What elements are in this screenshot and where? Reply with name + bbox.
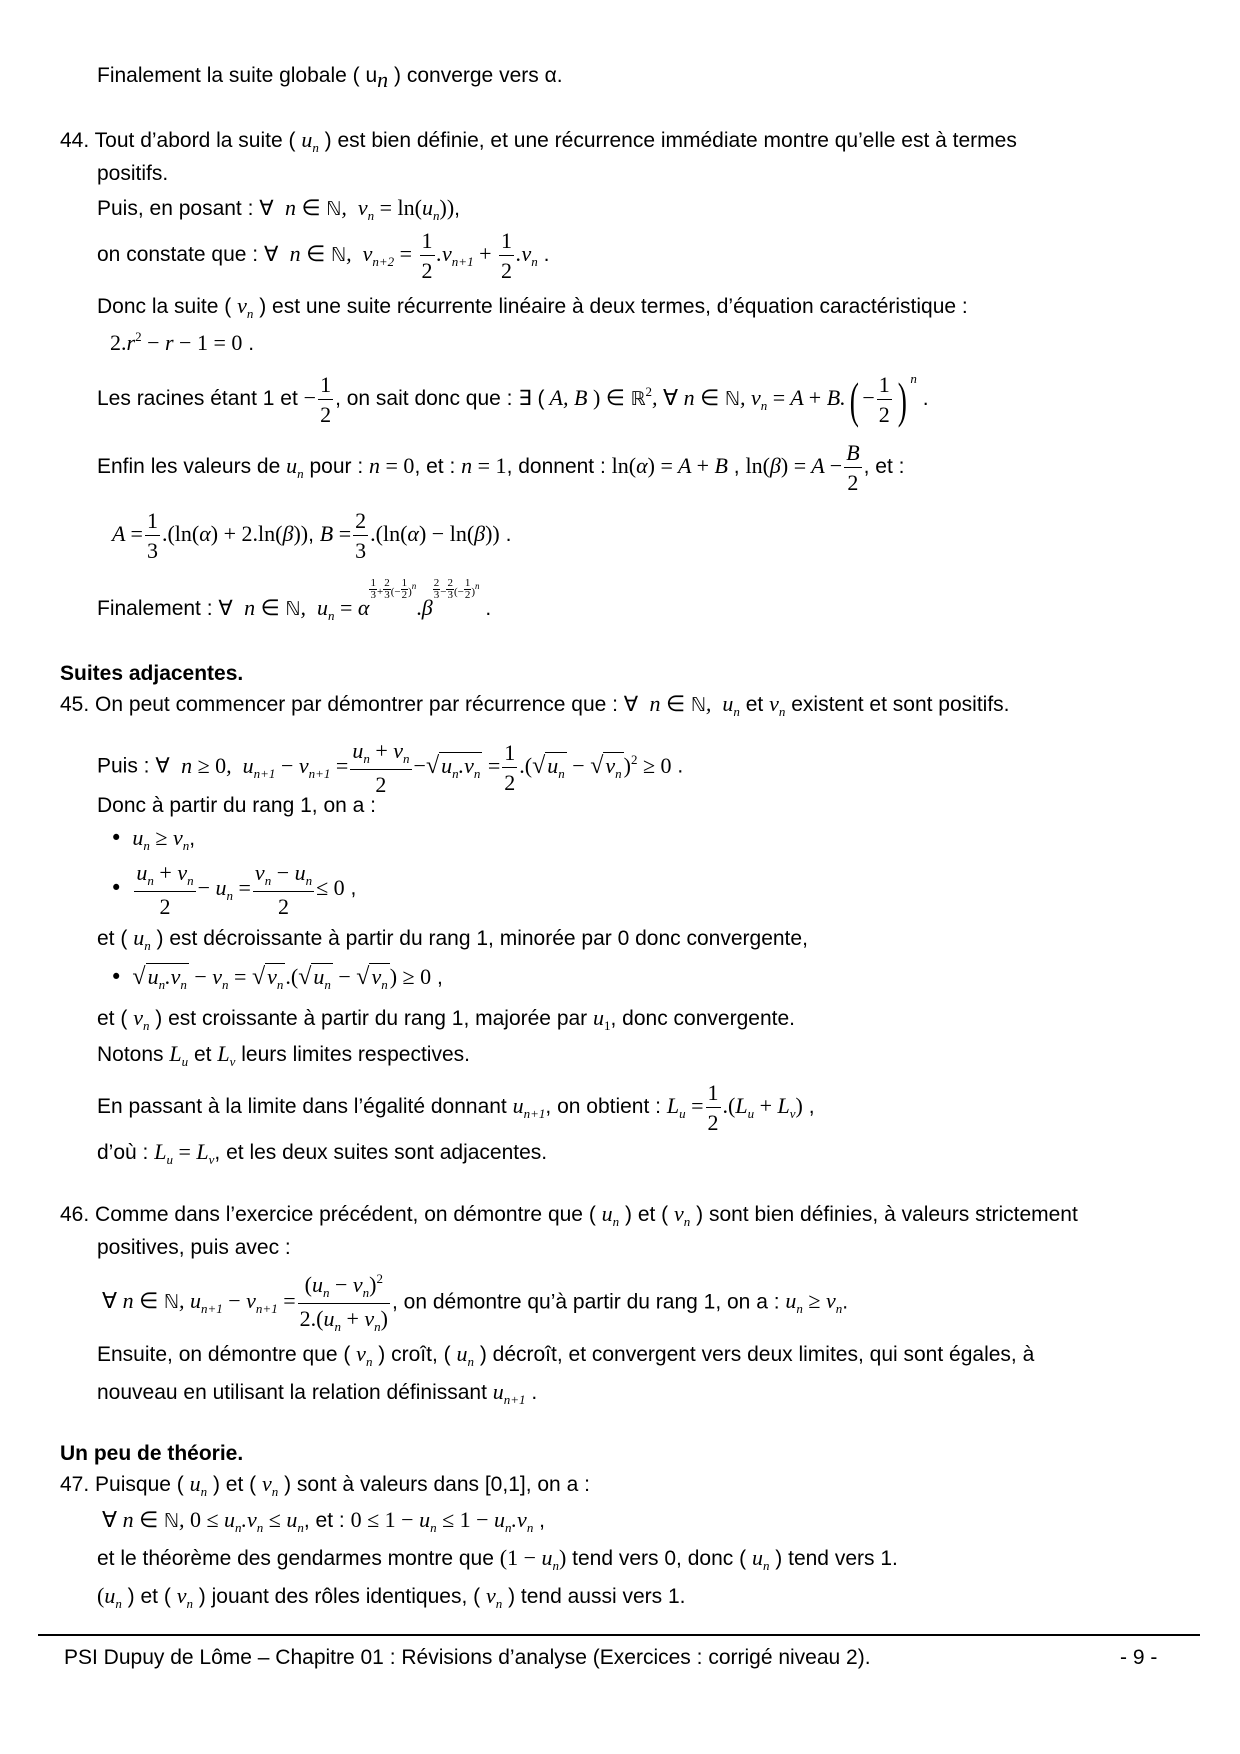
text: On peut commencer par démontrer par récurrence que : ∀: [95, 693, 639, 716]
text: positifs.: [97, 162, 169, 185]
math: A = $\frac{1}{3}$ .(ln(α) + 2.ln(β)): [112, 508, 309, 564]
text: et le théorème des gendarmes montre que: [97, 1547, 494, 1570]
math: $u_n$: [751, 1545, 770, 1573]
text: pour :: [309, 454, 364, 478]
text: , et les deux suites sont adjacentes.: [214, 1141, 548, 1164]
exercise-45-bullet-2: • $\frac{u_n + v_n}{2}$ − $u_n$ = $\frac{v_n - u_n}{2}$ ≤ 0 ,: [110, 860, 357, 919]
math: ($u_n$: [97, 1583, 122, 1611]
math: $\frac{u_n + v_n}{2}$ − $u_n$ = $\frac{v_n - u_n}{2}$ ≤ 0: [136, 860, 345, 919]
bullet-icon: •: [110, 965, 123, 989]
text: ) est croissante à partir du rang 1, majorée par: [155, 1007, 588, 1030]
math: ∀ n ∈ ℕ, $0 \le u_n.v_n \le u_n$: [102, 1507, 304, 1535]
exercise-46-line-2: [97, 1236, 291, 1259]
text: , on sait donc que : ∃ (: [335, 387, 545, 410]
text: et (: [97, 1007, 128, 1030]
heading-text: Un peu de théorie.: [60, 1442, 244, 1465]
text: Notons: [97, 1043, 164, 1066]
text: En passant à la limite dans l’égalité donnant: [97, 1094, 507, 1118]
math: $v_n$: [176, 1583, 193, 1611]
text: ) sont bien définies, à valeurs strictement: [696, 1203, 1078, 1226]
text: Finalement : ∀: [97, 597, 233, 620]
math: $u_n$: [133, 925, 151, 953]
exercise-44-line-10: Finalement : ∀ n ∈ ℕ, $u_n = \alpha$ $\frac{1}{3}$ + $\frac{2}{3}$ (− $\frac{1}{2}$ )$^n$.β $\frac{2}{3}$ − $\frac{2}{3}$ (− $\frac{1}{2}$ )$^n$ .: [97, 577, 492, 623]
text: Finalement la suite globale ( u: [97, 64, 378, 87]
text: Donc la suite (: [97, 295, 232, 318]
section-heading-theorie: [60, 1442, 243, 1465]
text: et (: [97, 927, 128, 950]
exercise-44-line-9: A = $\frac{1}{3}$ .(ln(α) + 2.ln(β)), B = $\frac{2}{3}$ .(ln(α) − ln(β)) .: [112, 508, 512, 564]
text: existent et sont positifs.: [791, 693, 1010, 716]
math: $v_n$: [356, 1341, 373, 1369]
exercise-number: 44.: [60, 129, 90, 152]
math: $L_u = L_v$: [154, 1139, 215, 1167]
exercise-number: 46.: [60, 1203, 90, 1226]
exercise-45-line-1: [60, 692, 1010, 719]
math: $u_{n+1}$: [512, 1092, 546, 1121]
math: ln(α) = A + B: [611, 452, 728, 478]
math: $0 \le 1 - u_n \le 1 - u_n.v_n$: [350, 1507, 534, 1535]
footer-divider: [38, 1634, 1200, 1636]
exercise-44-line-7: Les racines étant 1 et − $\frac{1}{2}$ , on sait donc que : ∃ ( A, B ) ∈ ℝ$^2$, ∀ n ∈ ℕ, $v_n = A + B$.( − $\frac{1}{2}$ ) $^n$ .: [97, 371, 929, 428]
text: Les racines étant 1 et: [97, 387, 298, 410]
text: tend vers 0, donc (: [572, 1547, 747, 1570]
text: et: [193, 1043, 212, 1066]
math: n ∈ ℕ, $u_n = \alpha$ $\frac{1}{3}$ + $\frac{2}{3}$ (− $\frac{1}{2}$ )$^n$.β $\frac{2}{3}$ − $\frac{2}{3}$ (− $\frac{1}{2}$ )$^n$: [238, 577, 480, 623]
math: $v_n$: [261, 1471, 279, 1499]
math: $L_u$ = $\frac{1}{2}$ $.(L_u + L_v)$: [666, 1080, 803, 1136]
exercise-44-line-6: $2.r^2 - r - 1 = 0$ .: [110, 329, 255, 355]
math: $v_n$: [769, 691, 786, 719]
text: Tout d’abord la suite (: [94, 129, 296, 152]
exercise-45-line-6: [97, 1042, 470, 1069]
text: ) est bien définie, et une récurrence immédiate montre qu’elle est à termes: [324, 129, 1017, 152]
exercise-47-line-3: [97, 1546, 898, 1573]
text: Donc à partir du rang 1, on a :: [97, 794, 376, 817]
exercise-number: 47.: [60, 1473, 90, 1496]
exercise-44-line-4: on constate que : ∀ n ∈ ℕ, $v_{n+2}$ = $\frac{1}{2}$ $.v_{n+1}$ + $\frac{1}{2}$ $.v_n$ .: [97, 228, 550, 284]
exercise-46-line-1: [60, 1202, 1078, 1229]
text: Enfin les valeurs de: [97, 454, 281, 478]
text: , on démontre qu’à partir du rang 1, on a :: [391, 1290, 780, 1314]
math: $u_n \ge v_n$: [785, 1288, 843, 1317]
math: $u_n$: [189, 1471, 208, 1499]
math: n ≥ 0, $u_{n+1} - v_{n+1}$ = $\frac{u_n + v_n}{2}$ $-√u_n.v_n$ = $\frac{1}{2}$ $.(√u_n - √v_n)^2 \ge 0$: [175, 738, 672, 797]
math: $u_n$: [301, 127, 319, 155]
text: on constate que : ∀: [97, 242, 279, 266]
text: , et :: [303, 1509, 345, 1532]
exercise-44-line-2: [97, 162, 168, 185]
text: ) tend aussi vers 1.: [508, 1585, 686, 1608]
exercise-45-line-3: [97, 794, 376, 817]
exercise-47-line-4: [97, 1584, 686, 1611]
math: A, B ) ∈ ℝ$^2$, ∀ n ∈ ℕ, $v_n = A + B$.( − $\frac{1}{2}$ ) $^n$: [544, 371, 917, 428]
math: n = 1: [461, 452, 507, 478]
text: ) sont à valeurs dans [0,1], on a :: [284, 1473, 590, 1496]
text: Comme dans l’exercice précédent, on démontre que (: [95, 1203, 596, 1226]
text: nouveau en utilisant la relation définissant: [97, 1381, 487, 1404]
text: positives, puis avec :: [97, 1236, 291, 1259]
text: ) et (: [625, 1203, 669, 1226]
exercise-45-bullet-1: • $u_n \ge v_n$,: [110, 825, 196, 853]
exercise-46-line-5: nouveau en utilisant la relation définissant $u_{n+1}$ .: [97, 1379, 538, 1407]
text: , on obtient :: [545, 1094, 661, 1118]
math: n ∈ ℕ, $u_n$: [644, 691, 740, 719]
text: et: [745, 693, 764, 716]
exercise-44-line-3: Puis, en posant : ∀ n ∈ ℕ, $v_n = \ln(u_n)$),: [97, 195, 460, 223]
text: leurs limites respectives.: [241, 1043, 470, 1066]
math: $v_n$: [485, 1583, 503, 1611]
text: Puis, en posant : ∀: [97, 197, 274, 220]
footer-title: PSI Dupuy de Lôme – Chapitre 01 : Révisions d’analyse (Exercices : corrigé niveau 2).: [64, 1646, 871, 1669]
text: Puisque (: [95, 1473, 184, 1496]
exercise-46-line-3: ∀ n ∈ ℕ, $u_{n+1} - v_{n+1}$ = $\frac{(u_n - v_n)^2}{2.(u_n + v_n)}$ , on démontre qu’à partir du rang 1, on a : $u_n \ge v_n$.: [102, 1271, 849, 1334]
math: n ∈ ℕ, $v_{n+2}$ = $\frac{1}{2}$ $.v_{n+1}$ + $\frac{1}{2}$ $.v_n$: [284, 228, 538, 284]
exercise-45-line-7: En passant à la limite dans l’égalité donnant $u_{n+1}$, on obtient : $L_u$ = $\frac{1}{2}$ $.(L_u + L_v)$ ,: [97, 1080, 815, 1136]
exercise-45-line-8: [97, 1140, 547, 1167]
math: $u_n$: [456, 1341, 474, 1369]
text: ) est une suite récurrente linéaire à deux termes, d’équation caractéristique :: [259, 295, 968, 318]
bullet-icon: •: [110, 875, 123, 900]
math: $v_n$: [237, 293, 254, 321]
exercise-45-line-4: [97, 926, 808, 953]
math: $u_1$: [593, 1005, 611, 1033]
math: $2.r^2 - r - 1 = 0$: [110, 329, 243, 355]
exercise-47-line-1: [60, 1472, 590, 1499]
math: $(1 - u_n)$: [499, 1545, 567, 1573]
math: $u_n \ge v_n$: [132, 825, 190, 853]
math: $√u_n.v_n - v_n = √v_n.(√u_n - √v_n) \ge 0$: [132, 964, 432, 992]
text: ) croît, (: [378, 1343, 451, 1366]
section-heading-adjacentes: [60, 662, 243, 685]
text: , donc convergente.: [610, 1007, 795, 1030]
exercise-45-line-2: Puis : ∀ n ≥ 0, $u_{n+1} - v_{n+1}$ = $\frac{u_n + v_n}{2}$ $-√u_n.v_n$ = $\frac{1}{2}$ $.(√u_n - √v_n)^2 \ge 0$ .: [97, 738, 684, 797]
math: n = 0: [369, 452, 415, 478]
math: ln(β) = A − $\frac{B}{2}$: [745, 440, 860, 496]
text: ) converge vers α.: [394, 64, 563, 87]
math: $L_u$: [169, 1041, 189, 1069]
page-number: - 9 -: [1120, 1646, 1158, 1669]
math: $v_n$: [133, 1005, 150, 1033]
math: ∀ n ∈ ℕ, $u_{n+1} - v_{n+1}$ = $\frac{(u_n - v_n)^2}{2.(u_n + v_n)}$: [102, 1271, 388, 1334]
math: n ∈ ℕ, $v_n = \ln(u_n)$): [279, 195, 455, 223]
text: ) décroît, et convergent vers deux limites, qui sont égales, à: [479, 1343, 1035, 1366]
text: , donnent :: [506, 454, 606, 478]
exercise-45-line-5: [97, 1006, 795, 1033]
math: $u_n$: [601, 1201, 620, 1229]
text: ) jouant des rôles identiques, (: [198, 1585, 481, 1608]
text: ) est décroissante à partir du rang 1, minorée par 0 donc convergente,: [156, 927, 808, 950]
math: $L_v$: [217, 1041, 236, 1069]
text: , et :: [863, 454, 905, 478]
exercise-47-line-2: ∀ n ∈ ℕ, $0 \le u_n.v_n \le u_n$, et : $0 \le 1 - u_n \le 1 - u_n.v_n$ ,: [102, 1507, 545, 1535]
exercise-44-line-1: [60, 128, 1017, 155]
text: Ensuite, on démontre que (: [97, 1343, 351, 1366]
math: $v_n$: [674, 1201, 691, 1229]
bullet-icon: •: [110, 826, 123, 850]
math: $u_n$: [286, 452, 304, 481]
exercise-45-bullet-3: • $√u_n.v_n - v_n = √v_n.(√u_n - √v_n) \ge 0$ ,: [110, 964, 443, 992]
exercise-number: 45.: [60, 693, 90, 716]
text: ) et (: [212, 1473, 257, 1496]
math: − $\frac{1}{2}$: [303, 372, 332, 428]
text: Puis : ∀: [97, 754, 170, 778]
text: d’où :: [97, 1141, 149, 1164]
math: B = $\frac{2}{3}$ .(ln(α) − ln(β)): [319, 508, 500, 564]
math: $u_{n+1}$: [492, 1379, 526, 1407]
text: ) tend vers 1.: [775, 1547, 898, 1570]
exercise-44-line-5: [97, 294, 968, 321]
exercise-44-line-8: Enfin les valeurs de $u_n$ pour : n = 0, et : n = 1, donnent : ln(α) = A + B , ln(β) = A − $\frac{B}{2}$ , et :: [97, 440, 905, 496]
text: ) et (: [127, 1585, 171, 1608]
exercise-46-line-4: [97, 1342, 1034, 1369]
text: , et :: [414, 454, 456, 478]
text-line: Finalement la suite globale ( $u_n$ ) converge vers α.: [97, 64, 563, 92]
heading-text: Suites adjacentes.: [60, 662, 244, 685]
